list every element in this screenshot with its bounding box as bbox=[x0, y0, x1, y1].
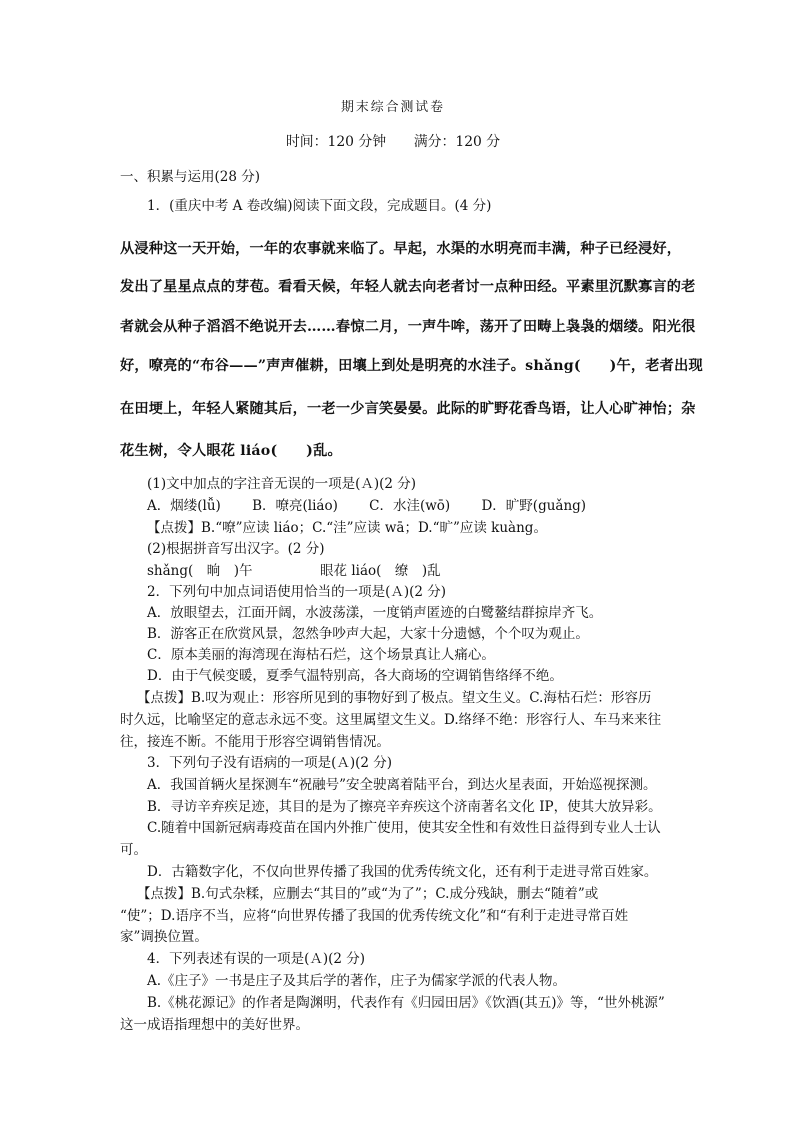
question-2-option: B．游客正在欣赏风景，忽然争吵声大起，大家十分遗憾，个个叹为观止。 bbox=[147, 626, 589, 642]
passage-line: 花生树，令人眼花 liáo( )乱。 bbox=[120, 443, 342, 459]
question-3-option: A．我国首辆火星探测车“祝融号”安全驶离着陆平台，到达火星表面，开始巡视探测。 bbox=[147, 777, 657, 793]
question-2-tip: 时久远，比喻坚定的意志永远不变。这里属望文生义。D.络绎不绝：形容行人、车马来来往 bbox=[120, 712, 662, 728]
question-3-option: D．古籍数字化，不仅向世界传播了我国的优秀传统文化，还有利于走进寻常百姓家。 bbox=[147, 864, 658, 880]
question-4-option: 这一成语指理想中的美好世界。 bbox=[120, 1017, 309, 1033]
question-4-stem: 4．下列表述有误的一项是(Ａ)(2 分) bbox=[147, 951, 366, 967]
question-3-option: 可。 bbox=[120, 842, 147, 858]
passage-line: 从浸种这一天开始，一年的农事就来临了。早起，水渠的水明亮而丰满，种子已经浸好， bbox=[120, 241, 682, 257]
question-1-sub1-options: A．烟缕(lǚ) B．嘹亮(liáo) C．水洼(wō) D．旷野(guǎng) bbox=[147, 498, 587, 514]
passage-line: 者就会从种子滔滔不绝说开去……春惊二月，一声牛哞，荡开了田畴上袅袅的烟缕。阳光很 bbox=[120, 319, 696, 335]
question-2-tip: 【点拨】B.叹为观止：形容所见到的事物好到了极点。望文生义。C.海枯石烂：形容历 bbox=[137, 690, 652, 706]
question-2-option: A．放眼望去，江面开阔，水波荡漾，一度销声匿迹的白鹭鳌结群掠岸齐飞。 bbox=[147, 605, 603, 621]
question-3-stem: 3．下列句子没有语病的一项是(Ａ)(2 分) bbox=[147, 755, 393, 771]
question-1-sub2: (2)根据拼音写出汉字。(2 分) bbox=[147, 541, 325, 557]
question-2-stem: 2．下列句中加点词语使用恰当的一项是(Ａ)(2 分) bbox=[147, 584, 447, 600]
question-1-sub1-tip: 【点拨】B.“嘹”应读 liáo；C.“洼”应读 wā；D.“旷”应读 kuàng。 bbox=[147, 520, 547, 536]
exam-meta: 时间：120 分钟 满分：120 分 bbox=[285, 134, 501, 150]
question-3-tip: 【点拨】B.句式杂糅，应删去“其目的”或“为了”；C.成分残缺，删去“随着”或 bbox=[137, 886, 599, 902]
question-3-tip: “使”；D.语序不当，应将“向世界传播了我国的优秀传统文化”和“有利于走进寻常百姓 bbox=[120, 908, 629, 924]
passage-line: 发出了星星点点的芽苞。看看天候，年轻人就去向老者讨一点种田经。平素里沉默寡言的老 bbox=[120, 279, 696, 295]
page-title: 期末综合测试卷 bbox=[341, 100, 446, 115]
question-3-tip: 家”调换位置。 bbox=[120, 929, 208, 945]
question-4-option: B.《桃花源记》的作者是陶渊明，代表作有《归园田居》《饮酒(其五)》等，“世外桃源” bbox=[147, 995, 665, 1011]
question-1-sub2-answer: shǎng( 晌 )午 眼花 liáo( 缭 )乱 bbox=[147, 563, 441, 579]
question-3-option: C.随着中国新冠病毒疫苗在国内外推广使用，使其安全性和有效性日益得到专业人士认 bbox=[147, 820, 661, 836]
passage-line: 在田埂上，年轻人紧随其后，一老一少言笑晏晏。此际的旷野花香鸟语，让人心旷神怡；杂 bbox=[120, 401, 696, 417]
question-2-tip: 往，接连不断。不能用于形容空调销售情况。 bbox=[120, 734, 390, 750]
question-1-stem: 1．(重庆中考 A 卷改编)阅读下面文段，完成题目。(4 分) bbox=[147, 198, 492, 214]
section-heading: 一、积累与运用(28 分) bbox=[120, 169, 261, 185]
question-4-option: A.《庄子》一书是庄子及其后学的著作，庄子为儒家学派的代表人物。 bbox=[147, 973, 567, 989]
question-1-sub1: (1)文中加点的字注音无误的一项是(Ａ)(2 分) bbox=[147, 476, 417, 492]
question-3-option: B．寻访辛弃疾足迹，其目的是为了擦亮辛弃疾这个济南著名文化 IP，使其大放异彩。 bbox=[147, 799, 662, 815]
question-2-option: C．原本美丽的海湾现在海枯石烂，这个场景真让人痛心。 bbox=[147, 647, 495, 663]
question-2-option: D．由于气候变暖，夏季气温特别高，各大商场的空调销售络绎不绝。 bbox=[147, 668, 563, 684]
passage-line: 好，嘹亮的“布谷——”声声催耕，田壤上到处是明亮的水洼子。shǎng( )午，老者出现 bbox=[120, 358, 703, 374]
